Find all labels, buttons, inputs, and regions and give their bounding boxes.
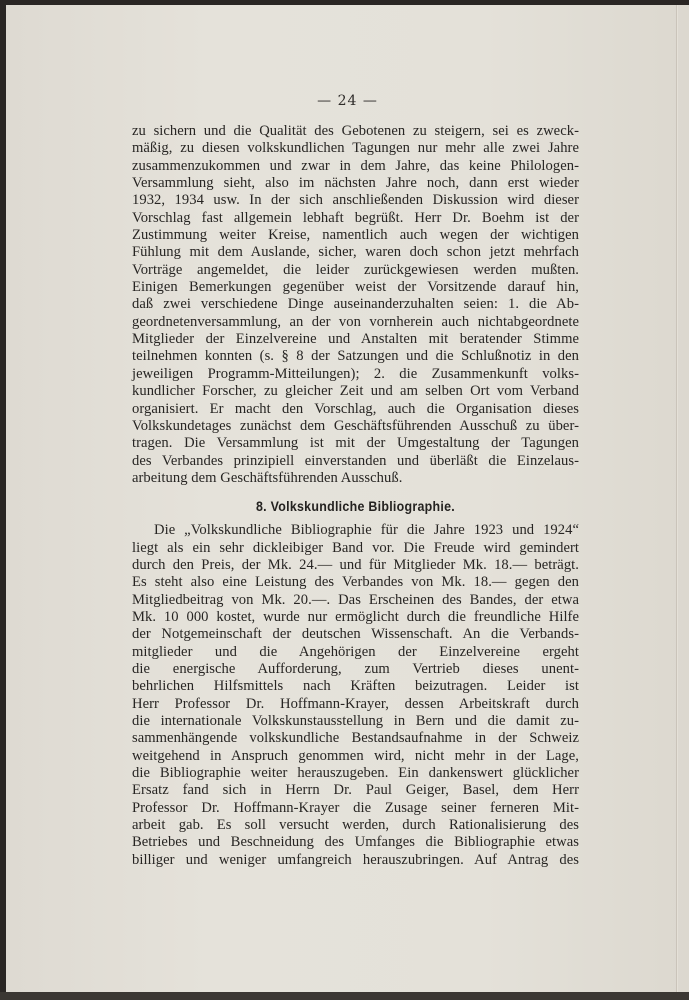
text-line: tragen. Die Versammlung ist mit der Umgestaltung der Tagungen	[132, 435, 579, 452]
text-line: Vorträge angemeldet, die leider zurückgewiesen werden mußten.	[132, 261, 579, 278]
text-line: zu sichern und die Qualität des Gebotenen zu steigern, sei es zweck-	[132, 123, 579, 139]
text-line: behrlichen Hilfsmittels nach Kräften beizutragen. Leider ist	[132, 678, 579, 695]
paragraph-bibliographie	[132, 522, 579, 869]
paragraph-continued	[132, 123, 579, 487]
text-line: Mitgliedbeitrag von Mk. 20.—. Das Erscheinen des Bandes, der etwa	[132, 591, 579, 608]
text-line: Volkskundetages zunächst dem Geschäftsführenden Ausschuß zu über-	[132, 417, 579, 434]
section-heading: 8. Volkskundliche Bibliographie.	[255, 499, 456, 515]
text-line: teilnehmen konnten (s. § 8 der Satzungen und die Schlußnotiz in den	[132, 348, 579, 365]
text-line: Es steht also eine Leistung des Verbandes von Mk. 18.— gegen den	[132, 574, 579, 591]
text-line: zusammenzukommen und zwar in dem Jahre, das keine Philologen-	[132, 157, 579, 174]
text-line: daß zwei verschiedene Dinge auseinanderzuhalten seien: 1. die Ab-	[132, 296, 579, 313]
body-text	[132, 123, 579, 869]
text-line: billiger und weniger umfangreich herauszubringen. Auf Antrag des	[132, 851, 579, 868]
text-line: jeweiligen Programm-Mitteilungen); 2. die Zusammenkunft volks-	[132, 365, 579, 382]
text-line: die Bibliographie weiter herauszugeben. Ein dankenswert glücklicher	[132, 765, 579, 782]
text-line: geordnetenversammlung, an der von vornherein auch nichtabgeordnete	[132, 313, 579, 330]
text-line: Zustimmung weiter Kreise, namentlich auch wegen der wichtigen	[132, 227, 579, 244]
text-line: der Notgemeinschaft der deutschen Wissenschaft. An die Verbands-	[132, 626, 579, 643]
text-line: Professor Dr. Hoffmann-Krayer die Zusage seiner ferneren Mit-	[132, 799, 579, 816]
text-line: arbeitung dem Geschäftsführenden Ausschuß.	[132, 469, 403, 486]
text-line: Ersatz fand sich in Herrn Dr. Paul Geiger, Basel, dem Herr	[132, 782, 579, 799]
text-line: liegt als ein sehr dickleibiger Band vor. Die Freude wird gemindert	[132, 539, 579, 556]
scanned-page	[6, 5, 689, 992]
text-line: Fühlung mit dem Auslande, sicher, waren doch schon jetzt mehrfach	[132, 244, 579, 261]
text-line: Mk. 10 000 kostet, wurde nur ermöglicht durch die freundliche Hilfe	[132, 608, 579, 625]
text-line: Einigen Bemerkungen gegenüber weist der Vorsitzende darauf hin,	[132, 279, 579, 296]
text-line: weitgehend in Anspruch genommen wird, nicht mehr in der Lage,	[132, 747, 579, 764]
text-line: sammenhängende volkskundliche Bestandsaufnahme in der Schweiz	[132, 730, 579, 747]
text-line: Mitglieder der Einzelvereine und Anstalten mit beratender Stimme	[132, 331, 579, 348]
text-line: Betriebes und Beschneidung des Umfanges die Bibliographie etwas	[132, 834, 579, 851]
scan-bottom-edge	[0, 992, 689, 1000]
text-line: des Verbandes prinzipiell einverstanden und überläßt die Einzelaus-	[132, 452, 579, 469]
text-line: organisiert. Er macht den Vorschlag, auch die Organisation dieses	[132, 400, 579, 417]
text-line: die energische Aufforderung, zum Vertrieb dieses unent-	[132, 660, 579, 677]
text-line: Die „Volkskundliche Bibliographie für die Jahre 1923 und 1924“	[154, 522, 579, 539]
page-number: — 24 —	[317, 93, 378, 109]
text-line: 1932, 1934 usw. In der sich anschließenden Diskussion wird dieser	[132, 192, 579, 209]
text-line: durch den Preis, der Mk. 24.— und für Mitglieder Mk. 18.— beträgt.	[132, 556, 579, 573]
text-line: mitglieder und die Angehörigen der Einzelvereine ergeht	[132, 643, 579, 660]
text-line: arbeit gab. Es soll versucht werden, durch Rationalisierung des	[132, 817, 579, 834]
text-line: Herr Professor Dr. Hoffmann-Krayer, dessen Arbeitskraft durch	[132, 695, 579, 712]
page-fold-line	[676, 5, 678, 992]
text-line: kundlicher Forscher, zu gleicher Zeit und am selben Ort vom Verband	[132, 383, 579, 400]
text-line: mäßig, zu diesen volkskundlichen Tagungen nur mehr alle zwei Jahre	[132, 140, 579, 157]
text-line: Versammlung sieht, also im nächsten Jahre noch, dann erst wieder	[132, 175, 579, 192]
text-line: die internationale Volkskunstausstellung in Bern und die damit zu-	[132, 713, 579, 729]
text-line: Vorschlag fast allgemein lebhaft begrüßt. Herr Dr. Boehm ist der	[132, 209, 579, 226]
